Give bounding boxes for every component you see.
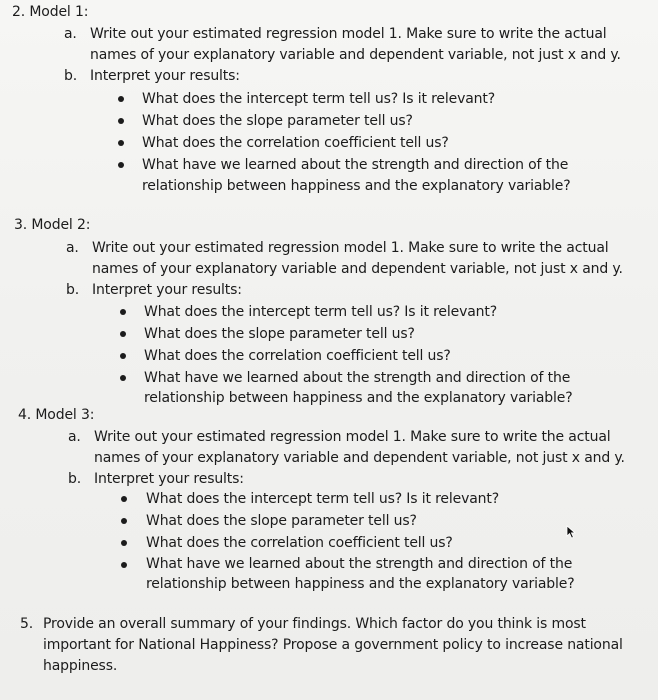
- q2-b-label: b.: [64, 68, 78, 84]
- q3-bullet-4-cont: relationship between happiness and the explanatory variable?: [144, 390, 573, 406]
- q5-line2: important for National Happiness? Propose a government policy to increase national: [43, 637, 623, 653]
- q2-a-label: a.: [64, 26, 77, 42]
- q2-b-text: Interpret your results:: [90, 68, 240, 84]
- q5-label: 5.: [20, 616, 34, 632]
- bullet-icon: [118, 118, 124, 124]
- q2-bullet-4-cont: relationship between happiness and the explanatory variable?: [142, 178, 571, 194]
- q2-bullet-1: What does the intercept term tell us? Is it relevant?: [142, 91, 495, 107]
- q3-b-label: b.: [66, 282, 80, 298]
- q4-bullet-4: What have we learned about the strength and direction of the: [146, 556, 573, 572]
- bullet-icon: [120, 309, 126, 315]
- q4-bullet-1: What does the intercept term tell us? Is it relevant?: [146, 491, 499, 507]
- q3-a-label: a.: [66, 240, 79, 256]
- q3-bullet-4: What have we learned about the strength and direction of the: [144, 370, 571, 386]
- q3-heading: 3. Model 2:: [14, 217, 91, 233]
- q3-bullet-3: What does the correlation coefficient tell us?: [144, 348, 451, 364]
- bullet-icon: [120, 353, 126, 359]
- q4-heading: 4. Model 3:: [18, 407, 95, 423]
- q3-a-line1: Write out your estimated regression model 1. Make sure to write the actual: [92, 240, 609, 256]
- bullet-icon: [121, 540, 127, 546]
- bullet-icon: [118, 96, 124, 102]
- bullet-icon: [120, 375, 126, 381]
- bullet-icon: [121, 562, 127, 568]
- q4-a-line1: Write out your estimated regression model 1. Make sure to write the actual: [94, 429, 611, 445]
- q4-b-label: b.: [68, 471, 82, 487]
- q4-bullet-3: What does the correlation coefficient tell us?: [146, 535, 453, 551]
- q2-bullet-2: What does the slope parameter tell us?: [142, 113, 413, 129]
- bullet-icon: [120, 331, 126, 337]
- q3-bullet-2: What does the slope parameter tell us?: [144, 326, 415, 342]
- q4-b-text: Interpret your results:: [94, 471, 244, 487]
- q2-a-line1: Write out your estimated regression model 1. Make sure to write the actual: [90, 26, 607, 42]
- q3-b-text: Interpret your results:: [92, 282, 242, 298]
- mouse-cursor-icon: [566, 525, 578, 539]
- bullet-icon: [121, 518, 127, 524]
- bullet-icon: [118, 140, 124, 146]
- q4-a-label: a.: [68, 429, 81, 445]
- q4-bullet-4-cont: relationship between happiness and the explanatory variable?: [146, 576, 575, 592]
- q3-a-line2: names of your explanatory variable and dependent variable, not just x and y.: [92, 261, 623, 277]
- q4-bullet-2: What does the slope parameter tell us?: [146, 513, 417, 529]
- q5-line3: happiness.: [43, 658, 118, 674]
- q5-line1: Provide an overall summary of your findings. Which factor do you think is most: [43, 616, 586, 632]
- q2-heading: 2. Model 1:: [12, 4, 89, 20]
- q3-bullet-1: What does the intercept term tell us? Is it relevant?: [144, 304, 497, 320]
- q4-a-line2: names of your explanatory variable and dependent variable, not just x and y.: [94, 450, 625, 466]
- bullet-icon: [118, 162, 124, 168]
- bullet-icon: [121, 496, 127, 502]
- q2-a-line2: names of your explanatory variable and dependent variable, not just x and y.: [90, 47, 621, 63]
- q2-bullet-4: What have we learned about the strength and direction of the: [142, 157, 569, 173]
- q2-bullet-3: What does the correlation coefficient tell us?: [142, 135, 449, 151]
